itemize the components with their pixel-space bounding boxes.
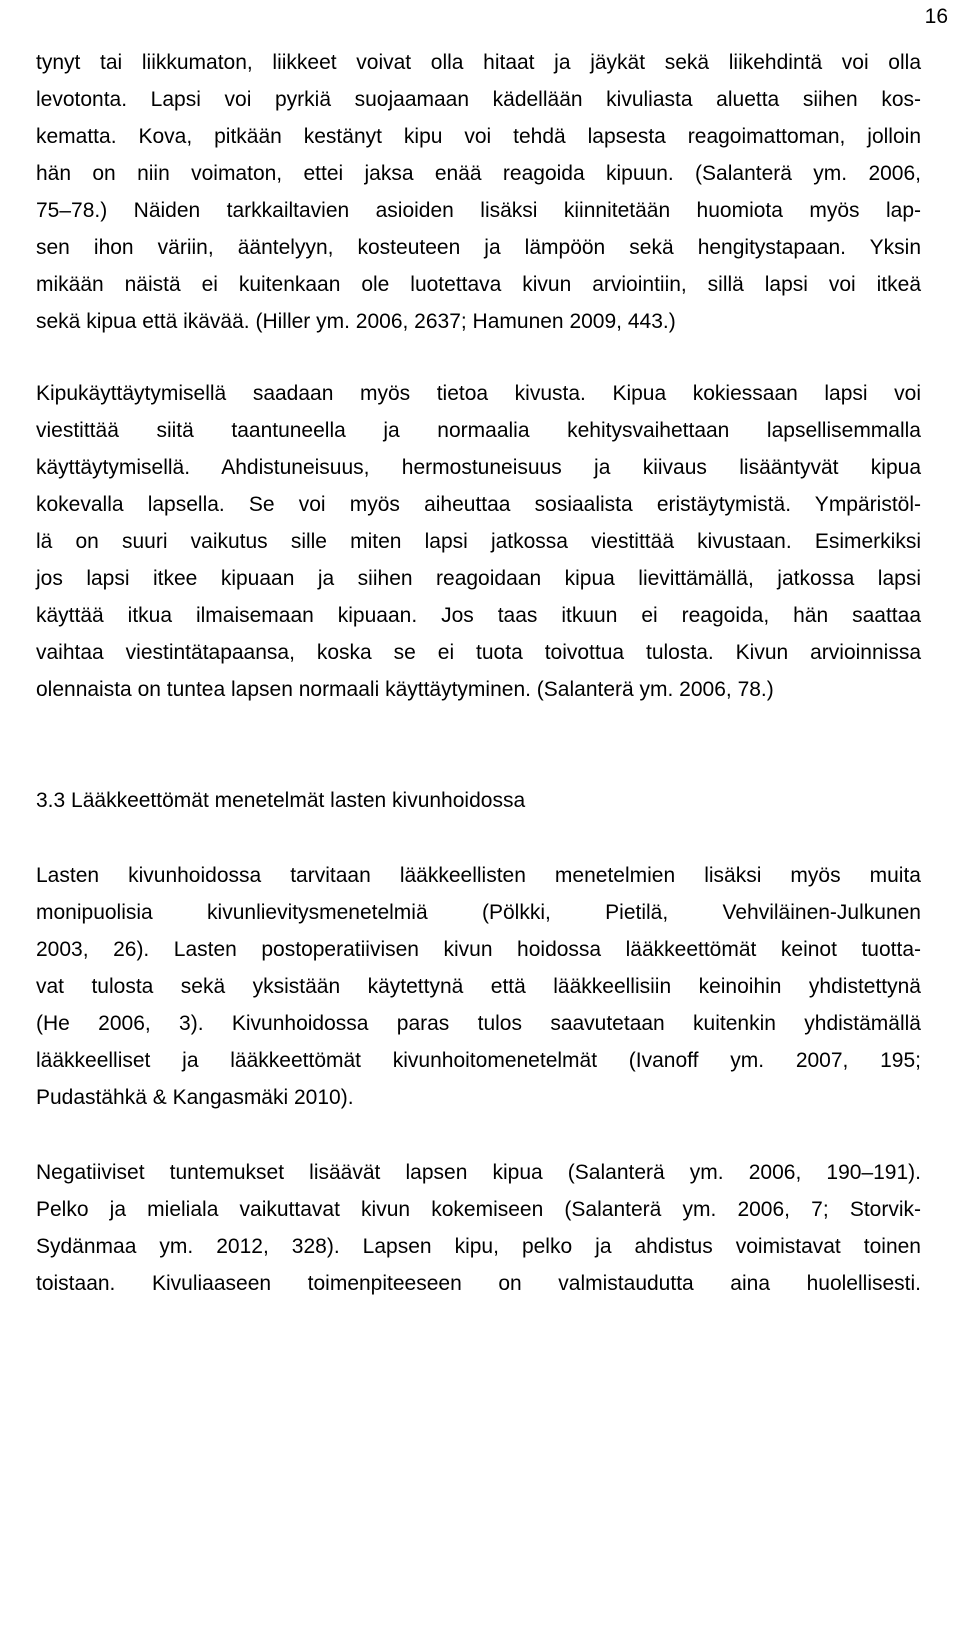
text-line: Kipukäyttäytymisellä saadaan myös tietoa kivusta. Kipua kokiessaan lapsi voi [36,382,921,405]
text-line: sekä kipua että ikävää. (Hiller ym. 2006, 2637; Hamunen 2009, 443.) [36,310,676,333]
paragraph-spacer [36,1116,921,1154]
paragraph-spacer [36,340,921,375]
text-line: sen ihon väriin, ääntelyyn, kosteuteen ja lämpöön sekä hengitystapaan. Yksin [36,236,921,259]
text-line: lääkkeelliset ja lääkkeettömät kivunhoitomenetelmät (Ivanoff ym. 2007, 195; [36,1049,921,1072]
text-line: käyttää itkua ilmaisemaan kipuaan. Jos taas itkuun ei reagoida, hän saattaa [36,604,921,627]
paragraph-pain-behaviour-communication [36,375,921,708]
text-line: mikään näistä ei kuitenkaan ole luotettava kivun arviointiin, sillä lapsi voi itkeä [36,273,921,296]
text-line: hän on niin voimaton, ettei jaksa enää reagoida kipuun. (Salanterä ym. 2006, [36,162,921,185]
section-heading: 3.3 Lääkkeettömät menetelmät lasten kivunhoidossa [36,789,526,812]
paragraph-negative-feelings [36,1154,921,1302]
paragraph-non-drug-methods [36,857,921,1116]
text-line: lä on suuri vaikutus sille miten lapsi jatkossa viestittää kivustaan. Esimerkiksi [36,530,921,553]
text-line: 75–78.) Näiden tarkkailtavien asioiden lisäksi kiinnitetään huomiota myös lap- [36,199,921,222]
text-line: levotonta. Lapsi voi pyrkiä suojaamaan kädellään kivuliasta aluetta siihen kos- [36,88,921,111]
text-line: tynyt tai liikkumaton, liikkeet voivat olla hitaat ja jäykät sekä liikehdintä voi olla [36,51,921,74]
heading-spacer [36,819,921,857]
text-line: (He 2006, 3). Kivunhoidossa paras tulos saavutetaan kuitenkin yhdistämällä [36,1012,921,1035]
text-line: vaihtaa viestintätapaansa, koska se ei tuota toivottua tulosta. Kivun arvioinnissa [36,641,921,664]
text-line: 2003, 26). Lasten postoperatiivisen kivun hoidossa lääkkeettömät keinot tuotta- [36,938,921,961]
text-line: Sydänmaa ym. 2012, 328). Lapsen kipu, pelko ja ahdistus voimistavat toinen [36,1235,921,1258]
paragraph-pain-behaviour-signs [36,44,921,340]
text-line: monipuolisia kivunlievitysmenetelmiä (Pölkki, Pietilä, Vehviläinen-Julkunen [36,901,921,924]
text-line: olennaista on tuntea lapsen normaali käyttäytyminen. (Salanterä ym. 2006, 78.) [36,678,774,701]
text-line: toistaan. Kivuliaaseen toimenpiteeseen on valmistaudutta aina huolellisesti. [36,1272,921,1295]
text-line: käyttäytymisellä. Ahdistuneisuus, hermostuneisuus ja kiivaus lisääntyvät kipua [36,456,921,479]
text-line: Pudastähkä & Kangasmäki 2010). [36,1086,354,1109]
text-flow [36,44,921,1302]
text-line: kematta. Kova, pitkään kestänyt kipu voi tehdä lapsesta reagoimattoman, jolloin [36,125,921,148]
text-line: jos lapsi itkee kipuaan ja siihen reagoidaan kipua lievittämällä, jatkossa lapsi [36,567,921,590]
text-line: Pelko ja mieliala vaikuttavat kivun kokemiseen (Salanterä ym. 2006, 7; Storvik- [36,1198,921,1221]
text-line: viestittää siitä taantuneella ja normaalia kehitysvaihettaan lapsellisemmalla [36,419,921,442]
page-number: 16 [924,5,948,28]
section-spacer [36,708,921,782]
text-line: Negatiiviset tuntemukset lisäävät lapsen kipua (Salanterä ym. 2006, 190–191). [36,1161,921,1184]
text-line: kokevalla lapsella. Se voi myös aiheuttaa sosiaalista eristäytymistä. Ympäristöl- [36,493,921,516]
text-line: vat tulosta sekä yksistään käytettynä että lääkkeellisiin keinoihin yhdistettynä [36,975,921,998]
text-line: Lasten kivunhoidossa tarvitaan lääkkeellisten menetelmien lisäksi myös muita [36,864,921,887]
